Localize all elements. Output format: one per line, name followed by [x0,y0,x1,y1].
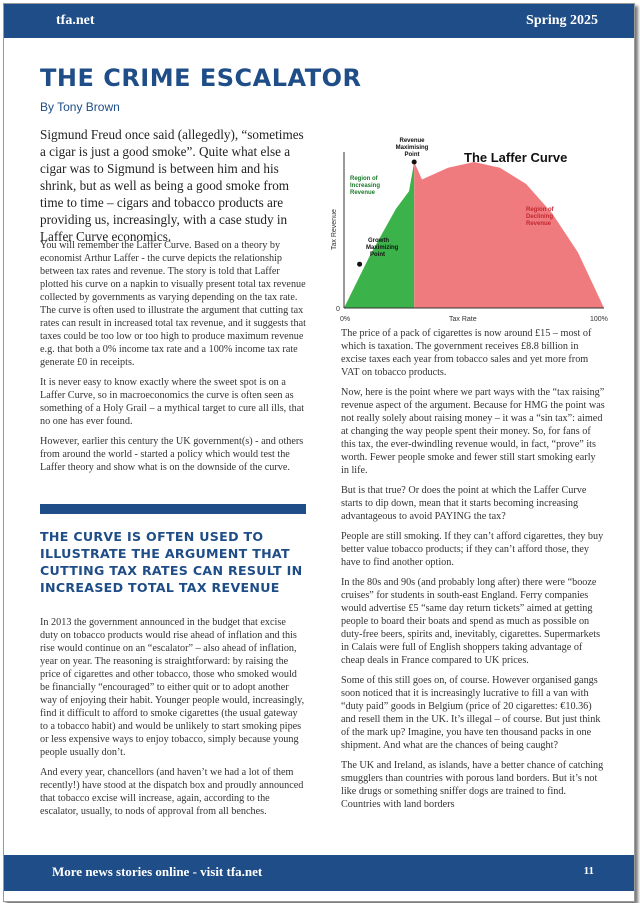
x-tick-0: 0% [340,316,351,323]
header-bar [4,4,634,38]
paragraph: The UK and Ireland, as islands, have a better chance of catching smugglers than countries with porous land borders. But it’s not like drugs or something sniffer dogs are trained to find. Countries with land borders [341,760,604,810]
column-b [40,616,306,825]
byline: By Tony Brown [40,100,120,114]
x-axis-label: Tax Rate [449,316,477,323]
paragraph: You will remember the Laffer Curve. Based on a theory by economist Arthur Laffer - the curve depicts the relationship between tax rates and revenue. The story is told that Laffer plotted his curve on a napkin to visually present total tax revenue collected by governments as varying depending on the tax rate. The curve is often used to illustrate the argument that cutting tax rates can result in increased total tax revenue, and it suggests that taxes could be too low or too high to produce maximum revenue e.g. that both a 0% income tax rate and a 100% income tax rate generate £0 in receipts. [40,240,306,368]
paragraph: It is never easy to know exactly where the sweet spot is on a Laffer Curve, so in macroeconomics the curve is often seen as something of a Holy Grail – a mythical target to cure all ills, that no one has ever found. [40,377,305,427]
paragraph: The price of a pack of cigarettes is now around £15 – most of which is taxation. The government receives £8.8 billion in excise taxes each year from tobacco sales and yet more from VAT on tobacco products. [341,328,592,378]
region-declining-area [414,162,604,308]
magazine-page [3,3,635,902]
y-axis-label: Tax Revenue [331,209,338,250]
growth-label: Growth Maximizing Point [366,238,399,258]
footer-link[interactable]: More news stories online - visit tfa.net [52,864,263,879]
region-increasing-label: Region of Increasing Revenue [350,176,381,196]
paragraph: And every year, chancellors (and haven’t we had a lot of them recently!) have stood at the dispatch box and proudly announced that tobacco excise will increase, again, according to the escalator, usually, to nods of approval from all benches. [40,767,304,817]
paragraph: In the 80s and 90s (and probably long after) there were “booze cruises” for students in south-east England. Ferry companies would advertise £5 “same day return tickets” aimed at getting people to board their boats and spend as much as possible on duty-free beers, spirits and, inevitably, cigarettes. Supermarkets in Calais were full of English shoppers taking advantage of cheap deals in France compared to UK prices. [341,577,601,666]
site-name[interactable]: tfa.net [56,13,95,28]
lede-paragraph: Sigmund Freud once said (allegedly), “sometimes a cigar is just a good smoke”. Quite what else a cigar was to Sigmund is between him and his shrink, but as well as being a good smoke from time to time – cigars and tobacco products are providing us, increasingly, with a case study in Laffer Curve economics. [40,127,304,244]
paragraph: People are still smoking. If they can’t afford cigarettes, they buy better value tobacco products; if they can’t afford those, they have to find another option. [341,531,604,568]
chart-title: The Laffer Curve [464,150,568,165]
growth-point-marker [357,262,362,267]
paragraph: Now, here is the point where we part ways with the “tax raising” revenue aspect of the argument. Because for HMG the point was not really solely about raising money – it was a “sin tax”: aimed at changing the way people spent their money. So, for fans of this tax, the ever-dwindling revenue would, in fact, “prove” its worth. Fewer people smoke and fewer still start smoking early in life. [341,387,605,476]
article-title: THE CRIME ESCALATOR [40,64,362,92]
peak-point-marker [412,160,417,165]
laffer-curve-chart [324,132,606,326]
page-number: 11 [583,865,594,877]
y-tick-0: 0 [336,306,340,313]
paragraph: In 2013 the government announced in the budget that excise duty on tobacco products would rise ahead of inflation and this rise would continue on an “escalator” – also ahead of inflation, year on year. The reasoning is straightforward: by raising the price of cigarettes and other tobacco, those who smoked would be financially “encouraged” to either quit or to adopt another way of enjoying their habit. Younger people would, increasingly, find it difficult to afford to smoke cigarettes (the usual gateway to a tobacco habit) and would be unlikely to start smoking pipes or less expensive ways to enjoy tobacco, simply because young people usually don’t. [40,617,305,758]
paragraph: Some of this still goes on, of course. However organised gangs soon noticed that it is increasingly lucrative to fill a van with “duty paid” goods in Belgium (price of 20 cigarettes: €10.36) and resell them in the UK. It’s illegal – of course. But just think of the mark up? Imagine, you have ten thousand packs in one shipment. And what are the chances of being caught? [341,675,601,751]
pull-quote: THE CURVE IS OFTEN USED TO ILLUSTRATE THE ARGUMENT THAT CUTTING TAX RATES CAN RESULT IN INCREASED TOTAL TAX REVENUE [40,529,303,595]
peak-label: Revenue Maximising Point [395,138,429,158]
column-c [341,327,605,818]
issue-label: Spring 2025 [526,13,598,28]
x-tick-100: 100% [590,316,608,323]
section-divider [40,504,306,514]
region-declining-label: Region of Declining Revenue [526,207,554,227]
paragraph: However, earlier this century the UK government(s) - and others from around the world - started a policy which would test the Laffer theory and show what is on the downside of the curve. [40,436,304,473]
paragraph: But is that true? Or does the point at which the Laffer Curve starts to dip down, mean that it starts becoming increasing advantageous to avoid PAYING the tax? [341,485,587,522]
footer-bar [4,855,634,891]
column-a [40,239,306,481]
